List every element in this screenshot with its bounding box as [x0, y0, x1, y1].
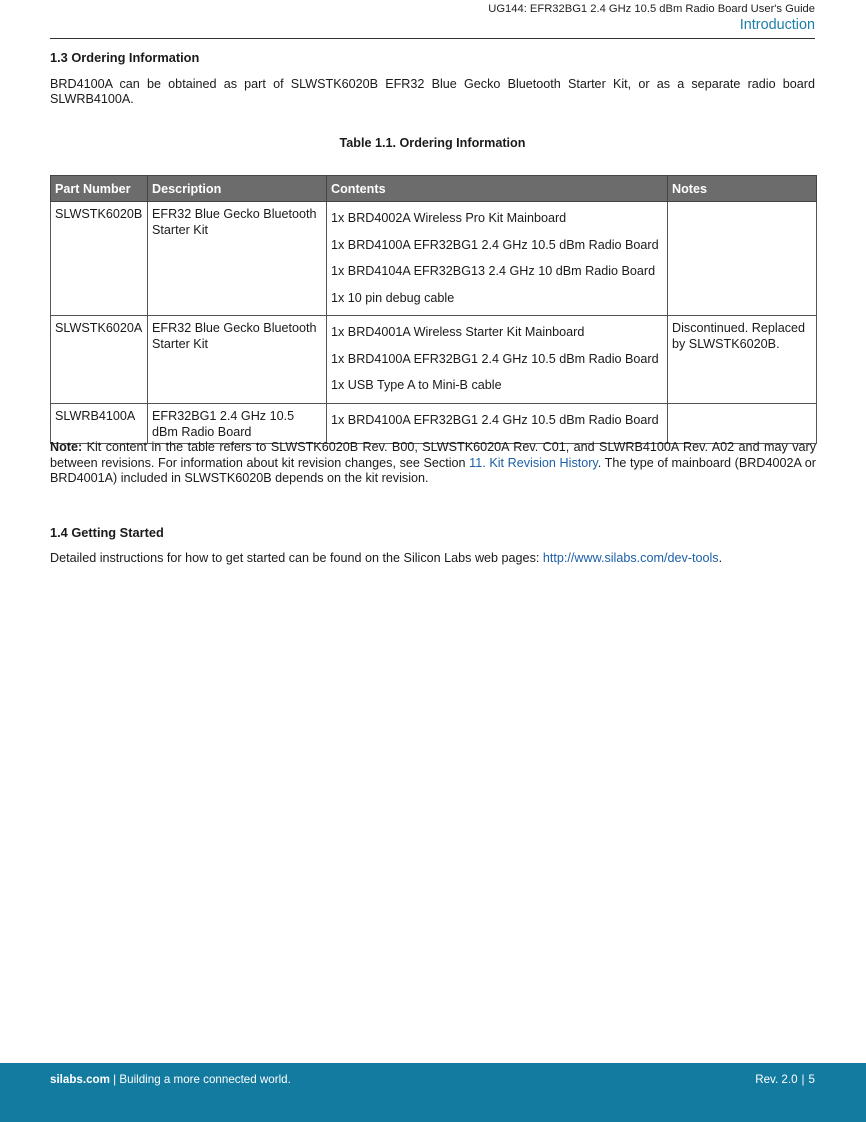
ordering-table: [50, 175, 817, 444]
content-item: 1x BRD4100A EFR32BG1 2.4 GHz 10.5 dBm Radio Board: [331, 351, 659, 366]
content-item: 1x BRD4104A EFR32BG13 2.4 GHz 10 dBm Radio Board: [331, 264, 656, 278]
note-label: Note:: [50, 440, 83, 454]
dev-tools-link[interactable]: http://www.silabs.com/dev-tools: [542, 551, 719, 565]
content-item: 1x BRD4100A EFR32BG1 2.4 GHz 10.5 dBm Radio Board: [331, 412, 659, 427]
description-cell: EFR32 Blue Gecko Bluetooth Starter Kit: [148, 202, 327, 316]
contents-cell: [327, 403, 668, 443]
footer-right: [755, 1073, 815, 1086]
part-number-cell: SLWSTK6020A: [51, 316, 148, 404]
table-note: [50, 440, 816, 487]
content-item: 1x USB Type A to Mini-B cable: [331, 378, 502, 392]
notes-cell: [668, 202, 817, 316]
table-row: [51, 316, 817, 404]
footer-page-number: 5: [808, 1073, 815, 1086]
footer-left: [50, 1073, 291, 1086]
part-number-cell: SLWSTK6020B: [51, 202, 148, 316]
footer-tagline: | Building a more connected world.: [113, 1073, 291, 1086]
heading-ordering-information: 1.3 Ordering Information: [50, 50, 200, 65]
getting-started-paragraph: [50, 551, 816, 566]
table-row: [51, 202, 817, 316]
notes-cell: [668, 403, 817, 443]
column-header-part-number: Part Number: [51, 176, 148, 202]
getting-started-text: Detailed instructions for how to get started can be found on the Silicon Labs web pages:: [50, 551, 543, 565]
table-header-row: [51, 176, 817, 202]
kit-revision-history-link[interactable]: 11. Kit Revision History: [469, 455, 598, 470]
heading-getting-started: 1.4 Getting Started: [50, 525, 164, 540]
part-number-cell: SLWRB4100A: [51, 403, 148, 443]
footer-revision: Rev. 2.0: [755, 1073, 798, 1086]
description-cell: EFR32 Blue Gecko Bluetooth Starter Kit: [148, 316, 327, 404]
column-header-notes: Notes: [668, 176, 817, 202]
page-footer: [0, 1063, 866, 1122]
notes-cell: Discontinued. Replaced by SLWSTK6020B.: [668, 316, 817, 404]
content-item: 1x BRD4001A Wireless Starter Kit Mainboard: [331, 325, 585, 339]
header-divider: [50, 38, 815, 39]
note-text-end: . The type of mainboard (BRD4002A or BRD4001A) included in SLWSTK6020B depends on the kit revision.: [50, 455, 816, 485]
column-header-contents: Contents: [327, 176, 668, 202]
contents-cell: [327, 202, 668, 316]
column-header-description: Description: [148, 176, 327, 202]
document-title: UG144: EFR32BG1 2.4 GHz 10.5 dBm Radio Board User's Guide: [488, 3, 815, 15]
getting-started-period: .: [718, 551, 723, 565]
description-cell: EFR32BG1 2.4 GHz 10.5 dBm Radio Board: [148, 403, 327, 443]
note-text: Kit content in the table refers to SLWSTK6020B Rev. B00, SLWSTK6020A Rev. C01, and SLWRB4100A Rev. A02 and may vary between revisions. For information about kit revision changes, see Section: [50, 440, 816, 470]
table-caption: Table 1.1. Ordering Information: [339, 136, 526, 150]
footer-site[interactable]: silabs.com: [50, 1073, 110, 1086]
content-item: 1x 10 pin debug cable: [331, 290, 455, 305]
footer-separator: |: [801, 1073, 805, 1086]
contents-cell: [327, 316, 668, 404]
section-title: Introduction: [739, 17, 815, 33]
content-item: 1x BRD4100A EFR32BG1 2.4 GHz 10.5 dBm Radio Board: [331, 237, 659, 252]
table-row: [51, 403, 817, 443]
content-item: 1x BRD4002A Wireless Pro Kit Mainboard: [331, 211, 567, 225]
ordering-paragraph: BRD4100A can be obtained as part of SLWSTK6020B EFR32 Blue Gecko Bluetooth Starter Kit, or as a separate radio board SLWRB4100A.: [50, 77, 815, 106]
